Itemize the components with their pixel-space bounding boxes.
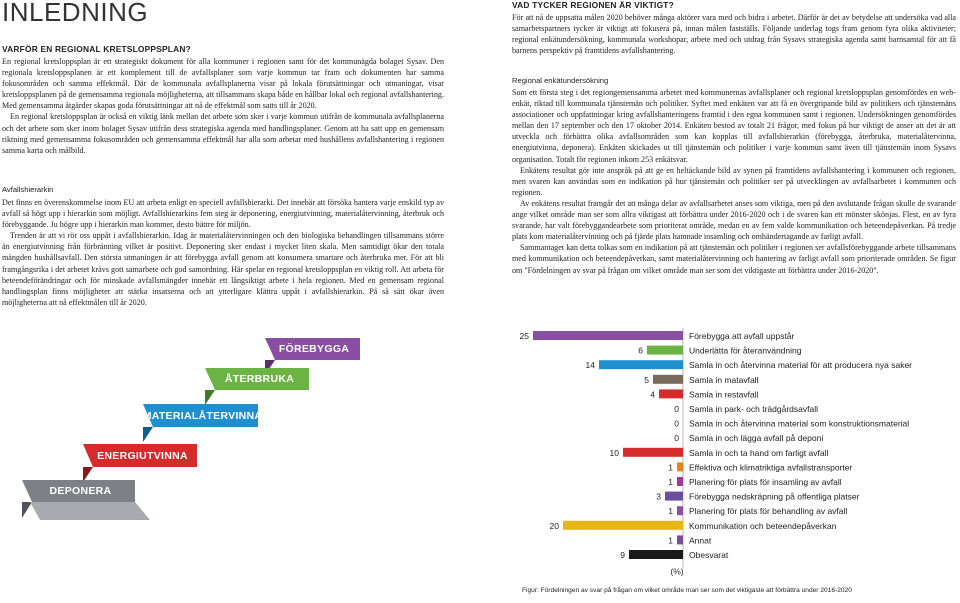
category-label: Effektiva och klimatriktiga avfallstransporter (689, 462, 853, 473)
bar-value-label: 0 (674, 418, 679, 429)
category-label: Samla in och återvinna material för att producera nya saker (689, 360, 913, 371)
section-survey-body (512, 87, 956, 276)
paragraph: Som ett första steg i det regiongemensamma arbetet med kommunernas avfallsplaner och regional kretsloppsplan genomfördes en web-enkät, riktad till kommunala tjänstemän och politiker. Syftet med enkäten var att få en övergripande bild av politikers och tjänstemäns associationer och uppfattningar kring avfallshanteringens framtid i den egna kommunen samt i regionen. Undersökningen genomfördes mellan den 17 september och den 17 oktober 2014. Enkäten bestod av totalt 21 frågor, med fokus på hur viktigt de anser att det är att utveckla och förbättra olika avfallsområden som kan kopplas till avfallshierarkin (förebygga, återbruka, materialåtervinna, energiutvinna, deponera). Enkäten skickades ut till tjänstemän och politiker i varje kommun samt även till tjänstemän inom Sysavs organisation. Totalt för regionen inkom 253 enkätsvar. (512, 88, 956, 164)
bar-value-label: 10 (609, 447, 619, 458)
bar (659, 389, 683, 398)
category-label: Förebygga att avfall uppstår (689, 331, 795, 341)
paragraph: Trenden är att vi rör oss uppåt i avfallshierarkin. Idag är materialåtervinningen och den biologiska behandlingen tillsammans större än energiutvinning från förbränning vilket är positivt. Deponering sker endast i mycket liten skala. Men samtidigt ökar den totala mängden hushållsavfall. Den största utmaningen är att förebygga avfall genom att konsumera smartare och återbruka mer. För att bli framgångsrika i det arbetet krävs gott samarbete och god samordning. Här spelar en regional kretsloppsplan en viktig roll. Att arbeta för beteendeförändringar och för minskade avfallsmängder innebär ett långsiktigt arbete i hela regionen. Med en gemensam regional handlingsplan finns möjligheter att stärka insatserna och att ytterligare klättra uppåt i avfallshierarkin. På så sätt ökar även möjligheterna att nå effektmålen till år 2020. (2, 231, 444, 307)
category-label: Kommunikation och beteendepåverkan (689, 520, 837, 531)
bar-value-label: 3 (656, 491, 661, 502)
step-label: ÅTERBRUKA (224, 373, 295, 385)
bar (533, 331, 683, 340)
step-aterbruka (210, 368, 309, 390)
figure-caption: Figur: Fördelningen av svar på frågan om vilket område man ser som det viktigaste att förbättra under 2016-2020 (522, 587, 852, 594)
section-hierarchy-body (2, 197, 444, 308)
paragraph: Av enkätens resultat framgår det att många delar av avfallsarbetet anses som viktiga, men på den avslutande frågan skulle de svarande ange vilket område man ser som allra viktigast att förbättra under 2016-2020 och i de svaren kan ett mönster skönjas. Flest, en av fyra svarande, har valt förebyggandearbete som prioriterat område, medan en av fem valde kommunikation och beteendepåverkan. På tredje plats kom materialåtervinning och på fjärde plats hamnade insamling och omhändertagande av farligt avfall. (512, 198, 956, 242)
category-label: Samla in restavfall (689, 389, 759, 400)
category-label: Planering för plats för behandling av avfall (689, 506, 848, 517)
category-label: Samla in och ta hand om farligt avfall (689, 447, 829, 458)
step-deponera-base (30, 502, 150, 520)
paragraph: Det finns en överenskommelse inom EU att arbeta enligt en speciell avfallshierarki. Det innebär att försöka hantera varje enskild typ av avfall så högt upp i hierarkin som möjligt. Avfallshierarkins fem steg är deponering, energiutvinning, materialåtervinning, återbruk och förebyggande. Ju högre upp i hierarkin man kommer, desto bättre för miljön. (2, 198, 444, 230)
section-heading-why: VARFÖR EN REGIONAL KRETSLOPPSPLAN? (2, 44, 191, 54)
bar-value-label: 1 (668, 506, 673, 517)
paragraph: Enkätens resultat gör inte anspråk på att ge en heltäckande bild av synen på framtidens avfallshantering i kommunen och regionen, men svaren kan användas som en indikation på hur tjänstemän och politiker ser på utvecklingen av avfallsarbetet i kommunen och regionen. (512, 165, 956, 197)
paragraph: En regional kretsloppsplan är ett strategiskt dokument för alla kommuner i regionen samt för det kommunägda bolaget Sysav. Den regionala kretsloppsplanen är ett komplement till de avfallsplaner som varje kommun tar fram och dokumenten har samma fokusområden och samma effektmål. Där de kommunala avfallsplanerna visar på lokala förutsättningar och utmaningar, visar kretsloppsplanen på de gemensamma regionala möjligheterna, att tillsammans skapa både en hållbar lokal och regional avfallshantering. Med gemensamma åtgärder skapas goda förutsättningar att nå de effektmål som satts till år 2020. (2, 57, 444, 111)
bar-value-label: 1 (668, 477, 673, 487)
step-label: FÖREBYGGA (278, 343, 350, 355)
bar-value-label: 1 (668, 462, 673, 473)
step-label: DEPONERA (49, 485, 112, 497)
step-deponera (26, 480, 135, 502)
bar (677, 506, 683, 515)
category-label: Planering för plats för insamling av avfall (689, 477, 842, 487)
bar (623, 448, 683, 457)
step-label: MATERIALÅTERVINNA (142, 410, 263, 422)
bar (677, 477, 683, 486)
section-why-body (2, 56, 444, 156)
bar (629, 550, 683, 559)
step-aterbruka-fold (205, 390, 215, 405)
bar-value-label: 9 (620, 550, 625, 560)
section-what-body (512, 12, 956, 56)
category-label: Förebygga nedskräpning på offentliga platser (689, 491, 860, 502)
bar-value-label: 20 (549, 520, 559, 531)
category-label: Underlätta för återanvändning (689, 345, 802, 356)
section-heading-what: VAD TYCKER REGIONEN ÄR VIKTIGT? (512, 0, 674, 10)
paragraph: Sammantaget kan detta tolkas som en indikation på att tjänstemän och politiker i regionen ser avfallsförebyggande arbete tillsammans med kommunikation och beteendepåverkan, samt materialåtervinning och hantering av farligt avfall som prioriterade områden. Se figur om "Fördelningen av svar på frågan om vilket område man ser som det viktigaste att förbättra under 2016-2020". (512, 243, 956, 275)
bar (647, 346, 683, 355)
step-label: ENERGIUTVINNA (97, 450, 188, 462)
bar (599, 360, 683, 369)
paragraph: För att nå de uppsatta målen 2020 behöver många aktörer vara med och bidra i arbetet. Därför är det av betydelse att undersöka vad alla samarbetspartners tycker är viktigt att fokusera på, innan målen fastställs. Följande underlag togs fram genom fyra olika aktiviteter; regional enkätundersökning, kommunala workshopar, arbete med och utdrag från Sysavs strategiska agenda samt barnsamtal för att få barnens perspektiv på framtidens avfallshantering. (512, 13, 956, 56)
category-label: Samla in park- och trädgårdsavfall (689, 404, 818, 414)
step-materialatervinna (142, 405, 263, 427)
bar (677, 462, 683, 471)
paragraph: En regional kretsloppsplan är också en viktig länk mellan det arbete som sker i varje kommun utifrån de kommunala avfallsplanerna och det arbete som sker inom bolaget Sysav utifrån dess strategiska agenda med handlingsplaner. Genom att ha satt upp en gemensam riktning med gemensamma fokusområden och gemensamma effektmål har alla som arbetar med hushållens avfallshantering i regionen samma karta och målbild. (2, 112, 444, 155)
category-label: Samla in och återvinna material som konstruktionsmaterial (689, 418, 910, 429)
bar-value-label: 5 (644, 374, 649, 385)
bar-value-label: 0 (674, 433, 679, 444)
bar-value-label: 14 (585, 360, 595, 371)
waste-hierarchy-diagram (0, 330, 460, 598)
section-heading-hierarchy: Avfallshierarkin (2, 185, 54, 194)
bar-value-label: 4 (650, 389, 655, 400)
unit-label: (%) (670, 566, 684, 577)
bar-value-label: 0 (674, 404, 679, 414)
step-deponera-fold (22, 502, 32, 518)
survey-bar-chart (500, 328, 960, 583)
bar-value-label: 25 (519, 331, 529, 341)
bar-value-label: 6 (638, 345, 643, 356)
section-heading-survey: Regional enkätundersökning (512, 76, 609, 85)
bar (653, 375, 683, 384)
category-label: Annat (689, 535, 712, 546)
category-label: Obesvarat (689, 550, 729, 560)
step-energiutvinna (88, 445, 197, 467)
bar (563, 521, 683, 530)
bar-value-label: 1 (668, 535, 673, 546)
category-label: Samla in matavfall (689, 374, 759, 385)
page-title: INLEDNING (2, 0, 149, 27)
category-label: Samla in och lägga avfall på deponi (689, 433, 824, 444)
bar (665, 492, 683, 501)
bar (677, 535, 683, 544)
step-materialatervinna-fold (143, 427, 153, 442)
step-forebygga (268, 338, 360, 360)
